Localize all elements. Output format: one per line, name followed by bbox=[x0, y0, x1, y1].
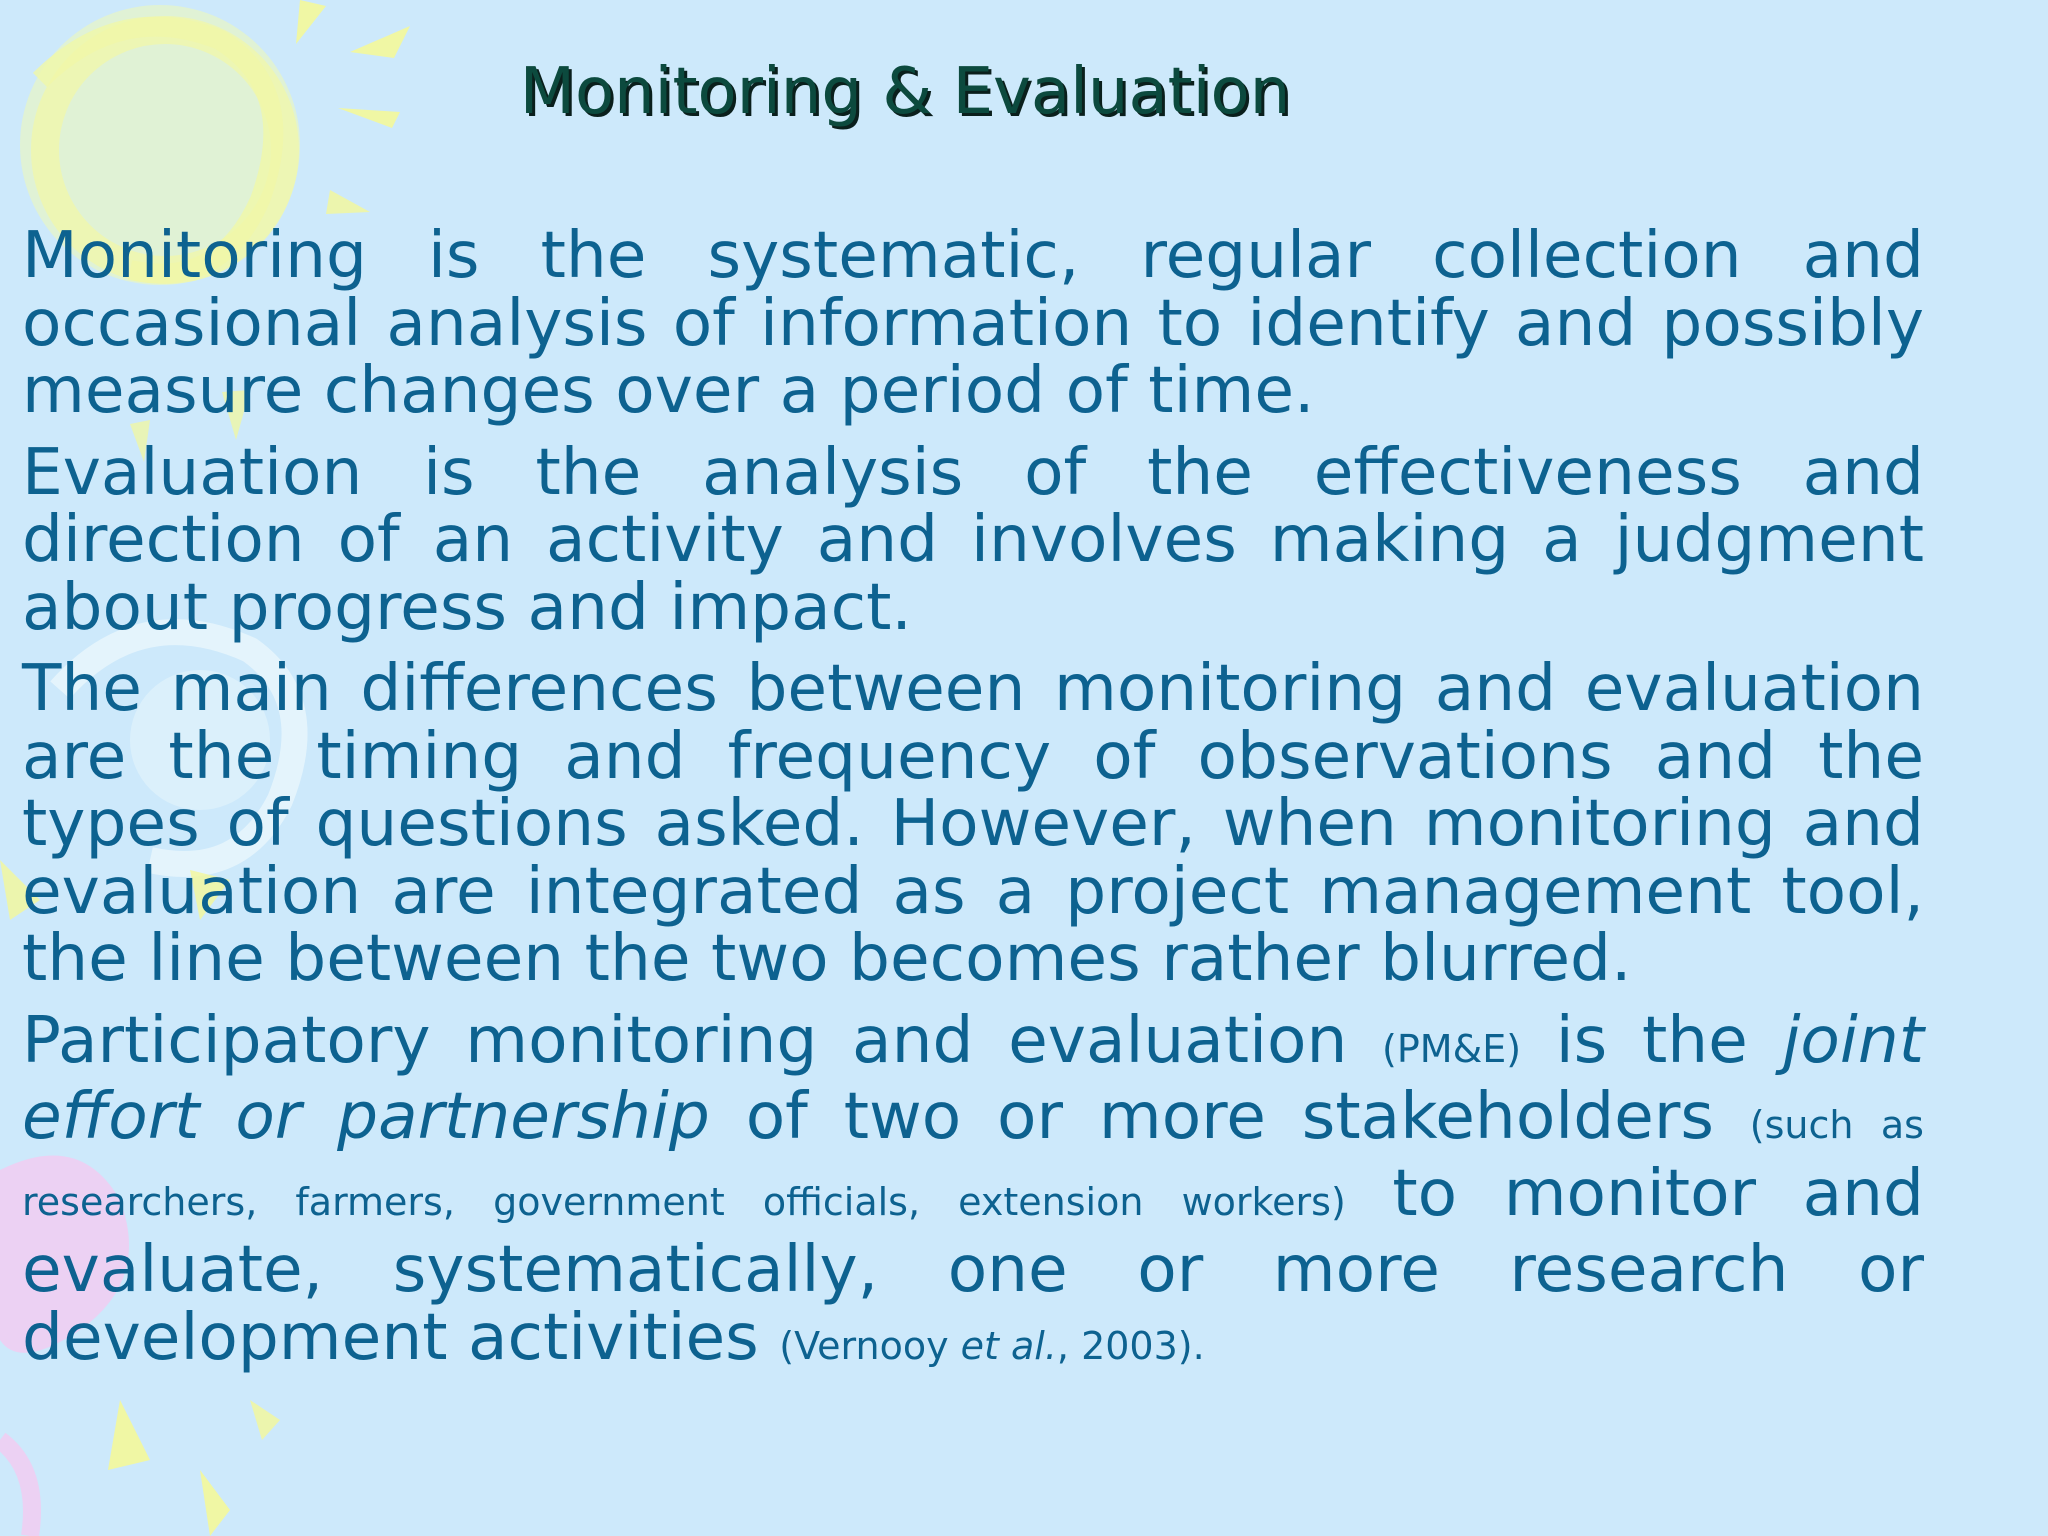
paragraph-monitoring: Monitoring is the systematic, regular collection and occasional analysis of information to identify and possibly measure changes over a period of time. bbox=[22, 218, 1924, 428]
pme-text-2: is the bbox=[1521, 1002, 1783, 1078]
pme-text-4: to monitor and evaluate, systematically, one or more research or development activities bbox=[22, 1155, 1924, 1375]
paragraph-pme bbox=[22, 1002, 1924, 1381]
sun-ray bbox=[296, 0, 326, 44]
sun-ray bbox=[250, 1400, 280, 1440]
citation-close: , 2003) bbox=[1056, 1323, 1193, 1368]
paragraph-differences: The main differences between monitoring and evaluation are the timing and frequency of observations and the types of questions asked. However, when monitoring and evaluation are integrated as a project management tool, the line between the two becomes rather blurred. bbox=[22, 651, 1924, 996]
pme-stakeholders: (such as researchers, farmers, government officials, extension workers) bbox=[22, 1103, 1924, 1224]
slide-title: Monitoring & Evaluation bbox=[519, 55, 1291, 129]
sun-ray bbox=[326, 190, 370, 214]
pme-emphasis: joint effort or partnership bbox=[22, 1002, 1924, 1154]
pme-text-3: of two or more stakeholders bbox=[709, 1079, 1750, 1154]
pink-swirl-tail bbox=[0, 1440, 32, 1536]
citation-end: . bbox=[1192, 1323, 1205, 1368]
sun-ray bbox=[108, 1400, 150, 1470]
slide-body bbox=[22, 218, 1924, 1394]
sun-ray bbox=[200, 1470, 230, 1536]
pme-text-1: Participatory monitoring and evaluation bbox=[22, 1002, 1383, 1078]
citation-open: (Vernooy bbox=[779, 1323, 961, 1368]
citation bbox=[779, 1324, 1204, 1368]
citation-et-al: et al. bbox=[960, 1323, 1057, 1368]
pme-abbreviation: (PM&E) bbox=[1382, 1026, 1522, 1071]
paragraph-evaluation: Evaluation is the analysis of the effectiveness and direction of an activity and involves making a judgment about progress and impact. bbox=[22, 434, 1924, 645]
